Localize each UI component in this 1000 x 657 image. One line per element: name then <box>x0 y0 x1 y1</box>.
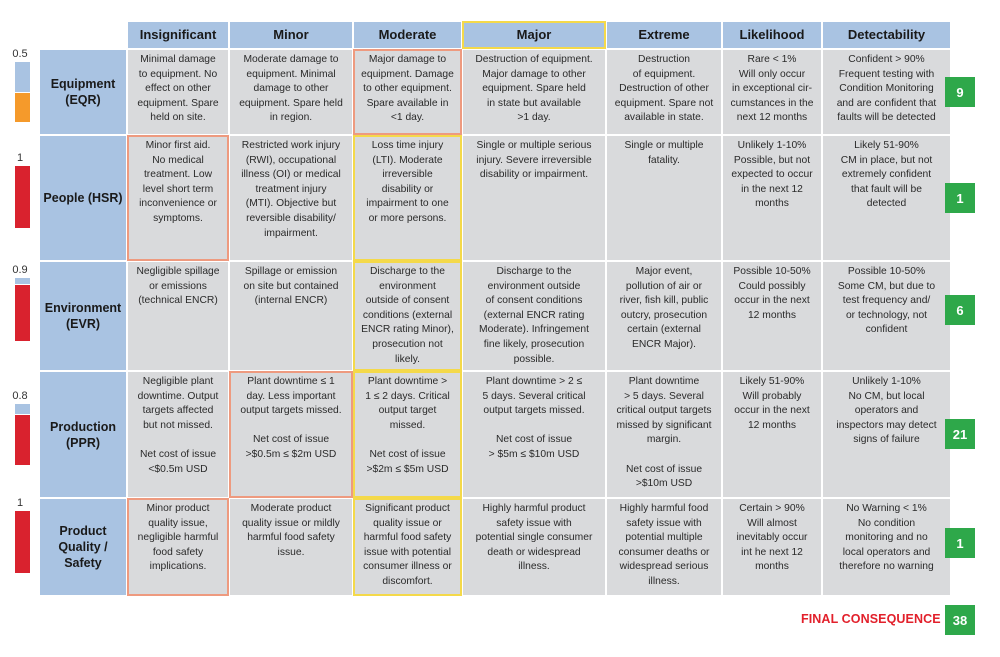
matrix-cell: Single or multiple serious injury. Severe irreversible disability or impairment. <box>463 136 605 260</box>
factor-label-people: 1 <box>16 152 24 164</box>
matrix-cell: Negligible spillage or emissions (technical ENCR) <box>128 262 228 370</box>
matrix-cell-selected: Plant downtime ≤ 1 day. Less important output targets missed. Net cost of issue >$0.5m ≤ $2m USD <box>230 372 352 497</box>
score-badge-environment: 6 <box>945 295 975 325</box>
factor-bar-environment-blue <box>15 278 30 284</box>
final-consequence-label: FINAL CONSEQUENCE <box>801 612 941 626</box>
matrix-cell-highlighted: Plant downtime > 1 ≤ 2 days. Critical output target missed. Net cost of issue >$2m ≤ $5m USD <box>354 372 461 497</box>
matrix-cell-highlighted: Discharge to the environment outside of consent conditions (external ENCR rating Minor), prosecution not likely. <box>354 262 461 370</box>
matrix-cell: Restricted work injury (RWI), occupational illness (OI) or medical treatment injury (MTI). Objective but reversible disability/ impairment. <box>230 136 352 260</box>
factor-bar-production <box>15 415 30 465</box>
factor-label-production: 0.8 <box>12 390 28 402</box>
factor-bar-equipment-blue <box>15 62 30 92</box>
factor-bar-production-blue <box>15 404 30 414</box>
row-header-people: People (HSR) <box>40 136 126 260</box>
factor-bar-environment <box>15 285 30 341</box>
matrix-cell: Spillage or emission on site but contained (internal ENCR) <box>230 262 352 370</box>
col-header-moderate: Moderate <box>354 22 461 48</box>
matrix-cell: Major event, pollution of air or river, fish kill, public outcry, prosecution certain (external ENCR Major). <box>607 262 721 370</box>
score-badge-equipment: 9 <box>945 77 975 107</box>
row-header-production: Production (PPR) <box>40 372 126 497</box>
matrix-cell: Plant downtime > 5 days. Several critical output targets missed by significant margin. Net cost of issue >$10m USD <box>607 372 721 497</box>
col-header-likelihood: Likelihood <box>723 22 821 48</box>
matrix-cell: No Warning < 1% No condition monitoring and no local operators and therefore no warning <box>823 499 950 595</box>
matrix-cell: Destruction of equipment. Destruction of other equipment. Spare not available in state. <box>607 50 721 134</box>
col-header-detectability: Detectability <box>823 22 950 48</box>
factor-label-product: 1 <box>16 497 24 509</box>
matrix-cell: Negligible plant downtime. Output targets affected but not missed. Net cost of issue <$0.5m USD <box>128 372 228 497</box>
matrix-cell-selected: Minor first aid. No medical treatment. Low level short term inconvenience or symptoms. <box>128 136 228 260</box>
matrix-cell: Minimal damage to equipment. No effect on other equipment. Spare held on site. <box>128 50 228 134</box>
matrix-cell: Certain > 90% Will almost inevitably occur int he next 12 months <box>723 499 821 595</box>
score-badge-product-quality: 1 <box>945 528 975 558</box>
matrix-cell-highlighted: Loss time injury (LTI). Moderate irreversible disability or impairment to one or more persons. <box>354 136 461 260</box>
score-badge-production: 21 <box>945 419 975 449</box>
matrix-cell: Rare < 1% Will only occur in exceptional cir- cumstances in the next 12 months <box>723 50 821 134</box>
score-badge-people: 1 <box>945 183 975 213</box>
matrix-cell: Unlikely 1-10% No CM, but local operators and inspectors may detect signs of failure <box>823 372 950 497</box>
factor-bar-product <box>15 511 30 573</box>
matrix-cell: Likely 51-90% Will probably occur in the next 12 months <box>723 372 821 497</box>
matrix-cell: Destruction of equipment. Major damage to other equipment. Spare held in state but available >1 day. <box>463 50 605 134</box>
factor-bar-equipment-orange <box>15 93 30 122</box>
col-header-extreme: Extreme <box>607 22 721 48</box>
matrix-cell: Likely 51-90% CM in place, but not extremely confident that fault will be detected <box>823 136 950 260</box>
row-header-product-quality: Product Quality / Safety <box>40 499 126 595</box>
matrix-cell: Highly harmful food safety issue with potential multiple consumer deaths or widespread serious illness. <box>607 499 721 595</box>
matrix-cell-selected: Major damage to equipment. Damage to other equipment. Spare available in <1 day. <box>354 50 461 134</box>
matrix-cell: Discharge to the environment outside of consent conditions (external ENCR rating Moderate). Infringement fine likely, prosecution possible. <box>463 262 605 370</box>
matrix-cell: Unlikely 1-10% Possible, but not expected to occur in the next 12 months <box>723 136 821 260</box>
col-header-major: Major <box>463 22 605 48</box>
row-header-equipment: Equipment (EQR) <box>40 50 126 134</box>
col-header-minor: Minor <box>230 22 352 48</box>
row-header-environment: Environment (EVR) <box>40 262 126 370</box>
factor-label-environment: 0.9 <box>12 264 28 276</box>
matrix-corner <box>40 22 126 48</box>
matrix-cell: Confident > 90% Frequent testing with Condition Monitoring and are confident that faults will be detected <box>823 50 950 134</box>
risk-matrix <box>40 22 936 595</box>
final-consequence-score: 38 <box>945 605 975 635</box>
factor-label-equipment: 0.5 <box>12 48 28 60</box>
matrix-cell-selected: Minor product quality issue, negligible harmful food safety implications. <box>128 499 228 595</box>
col-header-insignificant: Insignificant <box>128 22 228 48</box>
matrix-cell: Moderate damage to equipment. Minimal damage to other equipment. Spare held in region. <box>230 50 352 134</box>
matrix-cell: Highly harmful product safety issue with potential single consumer death or widespread illness. <box>463 499 605 595</box>
matrix-cell: Moderate product quality issue or mildly harmful food safety issue. <box>230 499 352 595</box>
matrix-cell-highlighted: Significant product quality issue or harmful food safety issue with potential consumer illness or discomfort. <box>354 499 461 595</box>
factor-bar-people <box>15 166 30 228</box>
matrix-cell: Possible 10-50% Some CM, but due to test frequency and/ or technology, not confident <box>823 262 950 370</box>
matrix-cell: Plant downtime > 2 ≤ 5 days. Several critical output targets missed. Net cost of issue > $5m ≤ $10m USD <box>463 372 605 497</box>
matrix-cell: Single or multiple fatality. <box>607 136 721 260</box>
matrix-cell: Possible 10-50% Could possibly occur in the next 12 months <box>723 262 821 370</box>
